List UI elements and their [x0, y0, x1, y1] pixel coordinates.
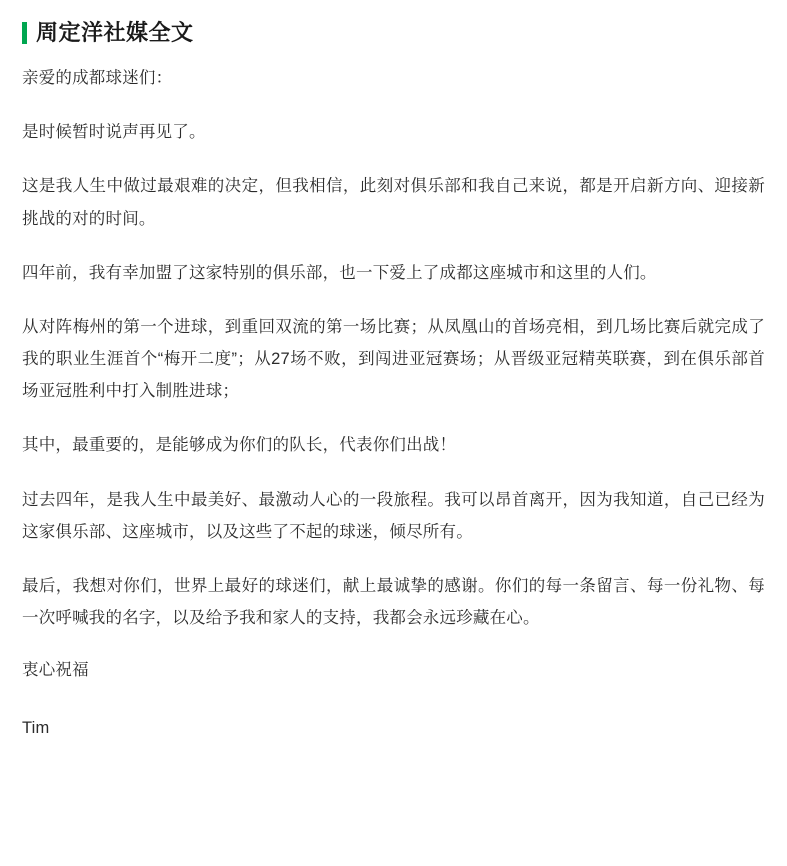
title-text: 周定洋社媒全文 — [36, 20, 194, 45]
paragraph-2: 这是我人生中做过最艰难的决定，但我相信，此刻对俱乐部和我自己来说，都是开启新方向、迎接新挑战的对的时间。 — [22, 177, 765, 228]
paragraph-salutation: 亲爱的成都球迷们： — [22, 69, 173, 87]
sign-off: 衷心祝福 — [22, 661, 89, 680]
paragraph-1: 是时候暂时说声再见了。 — [22, 123, 206, 142]
paragraph-5: 其中，最重要的，是能够成为你们的队长，代表你们出战！ — [22, 436, 457, 455]
paragraph-3: 四年前，我有幸加盟了这家特别的俱乐部，也一下爱上了成都这座城市和这里的人们。 — [22, 263, 657, 282]
title-accent-bar — [22, 22, 27, 44]
signature: Tim — [22, 719, 50, 738]
page-title — [22, 22, 765, 44]
paragraph-7: 最后，我想对你们，世界上最好的球迷们，献上最诚挚的感谢。你们的每一条留言、每一份礼物、每一次呼喊我的名字，以及给予我和家人的支持，我都会永远珍藏在心。 — [22, 576, 765, 628]
paragraph-4: 从对阵梅州的第一个进球，到重回双流的第一场比赛；从凤凰山的首场亮相，到几场比赛后就完成了我的职业生涯首个“梅开二度”；从27场不败，到闯进亚冠赛场；从晋级亚冠精英联赛，到在俱乐部首场亚冠胜利中打入制胜进球； — [22, 317, 765, 401]
article-body — [22, 62, 765, 745]
paragraph-6: 过去四年，是我人生中最美好、最激动人心的一段旅程。我可以昂首离开，因为我知道，自己已经为这家俱乐部、这座城市，以及这些了不起的球迷，倾尽所有。 — [22, 490, 765, 541]
